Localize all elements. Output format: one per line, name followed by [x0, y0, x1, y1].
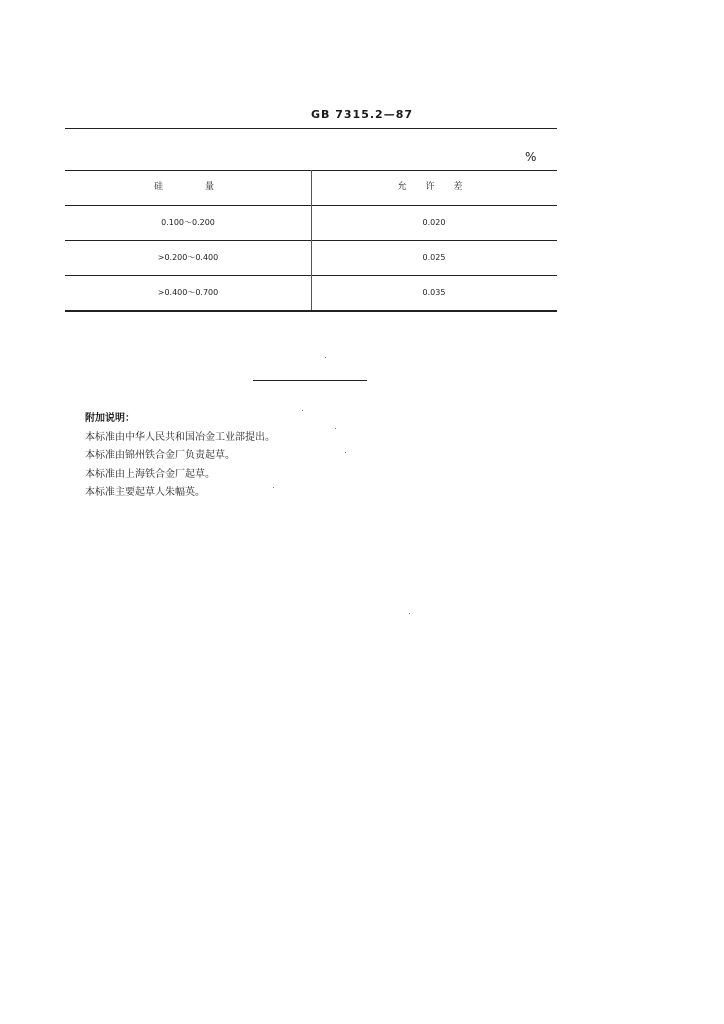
tolerance-table [65, 170, 557, 312]
column-header-tolerance: 允 许 差 [397, 182, 471, 192]
scan-speck [273, 487, 274, 488]
notes-line: 本标准由锦州铁合金厂负责起草。 [85, 450, 235, 461]
table-row [65, 240, 557, 275]
scan-speck [345, 452, 346, 453]
table-row [65, 275, 557, 310]
tolerance-cell: 0.025 [422, 253, 446, 262]
table-bottom-rule [65, 310, 557, 312]
scan-speck [302, 410, 303, 411]
scan-speck [335, 428, 336, 429]
section-end-rule [253, 380, 367, 381]
notes-line: 本标准由中华人民共和国冶金工业部提出。 [85, 431, 275, 443]
standard-code-header: GB 7315.2—87 [311, 108, 413, 121]
additional-notes [85, 410, 275, 503]
scan-speck [325, 357, 326, 358]
silicon-range-cell: >0.400～0.700 [157, 288, 219, 297]
unit-label: % [525, 150, 537, 164]
table-header-row [65, 170, 557, 205]
table-row [65, 205, 557, 240]
scan-speck [409, 613, 410, 614]
notes-line: 本标准由上海铁合金厂起草。 [85, 468, 215, 480]
tolerance-cell: 0.020 [422, 218, 446, 227]
notes-title: 附加说明： [85, 413, 135, 424]
notes-line: 本标准主要起草人朱幅英。 [85, 487, 205, 498]
silicon-range-cell: 0.100～0.200 [161, 218, 215, 227]
tolerance-cell: 0.035 [422, 288, 446, 297]
silicon-range-cell: >0.200～0.400 [157, 253, 219, 262]
column-header-silicon: 硅 量 [153, 182, 222, 192]
header-rule [65, 128, 557, 129]
